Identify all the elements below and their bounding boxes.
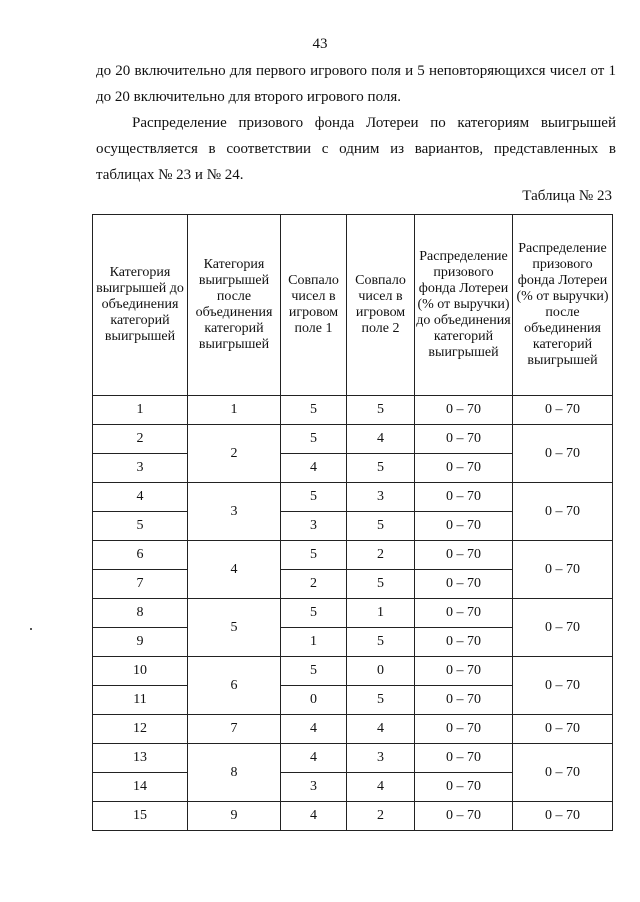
header-category-after: Категория выигрышей после объединения категорий выигрышей: [188, 215, 281, 396]
cell-category-after: 6: [188, 657, 281, 715]
table-row: [93, 744, 613, 773]
cell-category-after: 3: [188, 483, 281, 541]
cell-field-1: 5: [281, 425, 347, 454]
cell-field-2: 1: [347, 599, 415, 628]
cell-distribution-before: 0 – 70: [415, 686, 513, 715]
cell-category-before: 3: [93, 454, 188, 483]
cell-field-2: 5: [347, 686, 415, 715]
cell-category-before: 2: [93, 425, 188, 454]
cell-distribution-after: 0 – 70: [513, 744, 613, 802]
header-category-before: Категория выигрышей до объединения категорий выигрышей: [93, 215, 188, 396]
cell-field-1: 5: [281, 657, 347, 686]
scan-speck: [30, 628, 32, 630]
cell-field-1: 4: [281, 454, 347, 483]
cell-field-2: 2: [347, 541, 415, 570]
paragraph-line: до 20 включительно для второго игрового поля.: [96, 89, 402, 105]
paragraph-prize-distribution: [96, 110, 616, 188]
cell-category-after: 9: [188, 802, 281, 831]
cell-distribution-after: 0 – 70: [513, 715, 613, 744]
paragraph-line: осуществляется в соответствии с одним из вариантов, представленных в: [96, 141, 616, 157]
cell-distribution-before: 0 – 70: [415, 628, 513, 657]
cell-category-before: 13: [93, 744, 188, 773]
cell-distribution-before: 0 – 70: [415, 570, 513, 599]
cell-field-2: 3: [347, 744, 415, 773]
cell-category-before: 11: [93, 686, 188, 715]
cell-distribution-before: 0 – 70: [415, 657, 513, 686]
cell-distribution-after: 0 – 70: [513, 425, 613, 483]
cell-category-before: 4: [93, 483, 188, 512]
cell-field-1: 0: [281, 686, 347, 715]
cell-field-2: 4: [347, 773, 415, 802]
cell-category-after: 8: [188, 744, 281, 802]
prize-distribution-table: [92, 214, 613, 831]
cell-field-1: 4: [281, 744, 347, 773]
cell-field-1: 1: [281, 628, 347, 657]
header-distribution-before: Распределение призового фонда Лотереи (% от выручки) до объединения категорий выигрышей: [415, 215, 513, 396]
cell-distribution-before: 0 – 70: [415, 773, 513, 802]
cell-field-2: 5: [347, 454, 415, 483]
cell-distribution-after: 0 – 70: [513, 657, 613, 715]
cell-distribution-after: 0 – 70: [513, 541, 613, 599]
cell-field-1: 4: [281, 802, 347, 831]
cell-distribution-before: 0 – 70: [415, 599, 513, 628]
table-row: [93, 541, 613, 570]
cell-category-before: 5: [93, 512, 188, 541]
cell-distribution-before: 0 – 70: [415, 715, 513, 744]
page-number: 43: [312, 36, 328, 52]
cell-distribution-after: 0 – 70: [513, 802, 613, 831]
header-matched-field-1: Совпало чисел в игровом поле 1: [281, 215, 347, 396]
cell-distribution-after: 0 – 70: [513, 483, 613, 541]
cell-field-1: 5: [281, 599, 347, 628]
cell-field-2: 5: [347, 396, 415, 425]
cell-field-1: 5: [281, 541, 347, 570]
cell-category-after: 1: [188, 396, 281, 425]
cell-category-before: 7: [93, 570, 188, 599]
table-row: [93, 715, 613, 744]
cell-distribution-before: 0 – 70: [415, 454, 513, 483]
cell-category-after: 7: [188, 715, 281, 744]
paragraph-continuation: [96, 58, 616, 110]
cell-field-1: 4: [281, 715, 347, 744]
cell-category-before: 6: [93, 541, 188, 570]
cell-category-before: 15: [93, 802, 188, 831]
cell-distribution-after: 0 – 70: [513, 396, 613, 425]
table-caption: Таблица № 23: [522, 188, 612, 204]
cell-field-2: 5: [347, 628, 415, 657]
paragraph-line: таблицах № 23 и № 24.: [96, 167, 244, 183]
cell-category-after: 2: [188, 425, 281, 483]
cell-distribution-before: 0 – 70: [415, 425, 513, 454]
cell-category-before: 12: [93, 715, 188, 744]
cell-field-2: 5: [347, 570, 415, 599]
cell-distribution-before: 0 – 70: [415, 396, 513, 425]
cell-field-1: 2: [281, 570, 347, 599]
cell-category-before: 9: [93, 628, 188, 657]
cell-field-1: 3: [281, 773, 347, 802]
cell-distribution-before: 0 – 70: [415, 541, 513, 570]
table-row: [93, 483, 613, 512]
table-row: [93, 425, 613, 454]
cell-distribution-before: 0 – 70: [415, 802, 513, 831]
cell-category-before: 8: [93, 599, 188, 628]
cell-field-2: 5: [347, 512, 415, 541]
cell-field-2: 4: [347, 425, 415, 454]
cell-field-1: 5: [281, 396, 347, 425]
cell-category-after: 4: [188, 541, 281, 599]
header-distribution-after: Распределение призового фонда Лотереи (% от выручки) после объединения категорий выигрышей: [513, 215, 613, 396]
cell-category-before: 1: [93, 396, 188, 425]
cell-distribution-before: 0 – 70: [415, 744, 513, 773]
cell-field-2: 2: [347, 802, 415, 831]
cell-distribution-before: 0 – 70: [415, 512, 513, 541]
cell-category-before: 10: [93, 657, 188, 686]
header-matched-field-2: Совпало чисел в игровом поле 2: [347, 215, 415, 396]
table-row: [93, 802, 613, 831]
table-row: [93, 599, 613, 628]
paragraph-line: Распределение призового фонда Лотереи по категориям выигрышей: [132, 115, 616, 131]
cell-field-1: 5: [281, 483, 347, 512]
cell-field-2: 0: [347, 657, 415, 686]
cell-distribution-after: 0 – 70: [513, 599, 613, 657]
table-header-row: [93, 215, 613, 396]
cell-field-1: 3: [281, 512, 347, 541]
cell-field-2: 4: [347, 715, 415, 744]
cell-field-2: 3: [347, 483, 415, 512]
cell-category-before: 14: [93, 773, 188, 802]
table-row: [93, 396, 613, 425]
cell-category-after: 5: [188, 599, 281, 657]
paragraph-line: до 20 включительно для первого игрового поля и 5 неповторяющихся чисел от 1: [96, 63, 616, 79]
table-row: [93, 657, 613, 686]
cell-distribution-before: 0 – 70: [415, 483, 513, 512]
